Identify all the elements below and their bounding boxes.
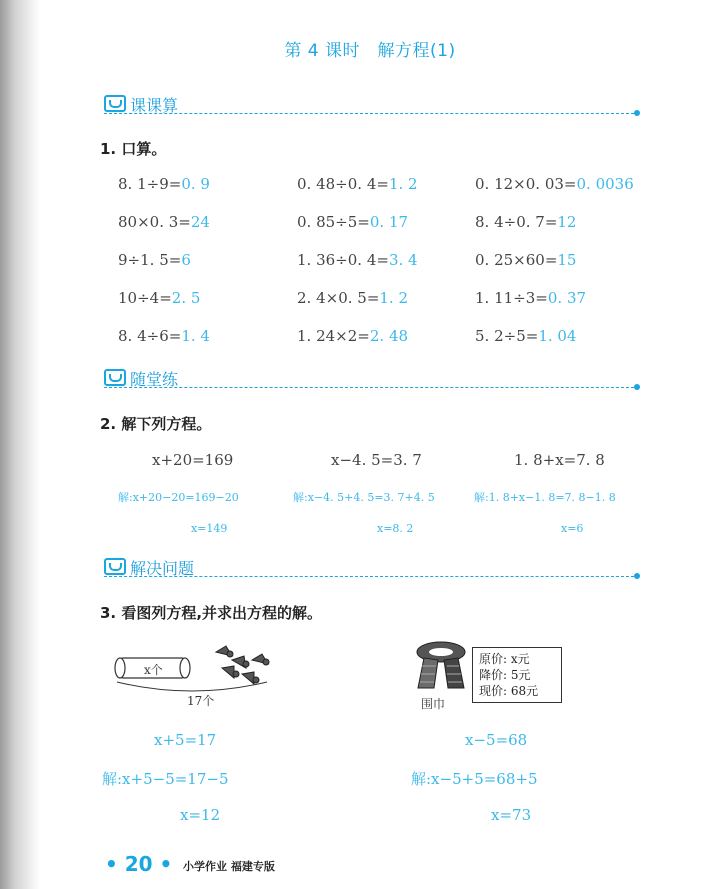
equation-2-step: 解:x−4. 5+4. 5=3. 7+4. 5 bbox=[293, 491, 435, 504]
mental-math-item bbox=[297, 251, 418, 269]
expression: 0. 25×60= bbox=[475, 251, 558, 269]
section-divider bbox=[104, 387, 634, 388]
book-title: 小学作业 福建专版 bbox=[183, 860, 275, 873]
expression: 9÷1. 5= bbox=[118, 251, 182, 269]
cap-icon bbox=[104, 95, 126, 112]
book-spine-shadow bbox=[0, 0, 40, 889]
question-1-heading: 1. 口算。 bbox=[100, 140, 167, 158]
expression: 0. 85÷5= bbox=[297, 213, 370, 231]
section-divider-dot bbox=[634, 384, 640, 390]
equation-3-step: 解:1. 8+x−1. 8=7. 8−1. 8 bbox=[474, 491, 616, 504]
cap-icon bbox=[104, 369, 126, 386]
expression: 1. 36÷0. 4= bbox=[297, 251, 389, 269]
tube-count-label: x个 bbox=[144, 663, 163, 677]
mental-math-item bbox=[297, 213, 408, 231]
left-solution-step: 解:x+5−5=17−5 bbox=[102, 770, 229, 788]
left-answer: x=12 bbox=[180, 806, 221, 824]
expression: 2. 4×0. 5= bbox=[297, 289, 380, 307]
mental-math-item bbox=[297, 327, 408, 345]
mental-math-item bbox=[118, 327, 210, 345]
expression: 1. 24×2= bbox=[297, 327, 370, 345]
mental-math-item bbox=[118, 251, 191, 269]
mental-math-item bbox=[475, 213, 576, 231]
original-price: 原价: x元 bbox=[479, 652, 530, 666]
lesson-title: 第 4 课时 解方程(1) bbox=[284, 41, 456, 61]
scarf-figure bbox=[410, 640, 472, 692]
mental-math-item bbox=[118, 175, 210, 193]
mental-math-item bbox=[297, 175, 418, 193]
section-divider bbox=[104, 113, 634, 114]
right-solution-step: 解:x−5+5=68+5 bbox=[411, 770, 538, 788]
cap-icon bbox=[104, 558, 126, 575]
expression: 0. 48÷0. 4= bbox=[297, 175, 389, 193]
answer: 6 bbox=[181, 251, 191, 269]
equation-1-answer: x=149 bbox=[191, 522, 228, 535]
mental-math-item bbox=[297, 289, 408, 307]
answer: 0. 37 bbox=[547, 289, 587, 307]
answer: 0. 0036 bbox=[576, 175, 634, 193]
total-count-label: 17个 bbox=[187, 694, 215, 708]
answer: 1. 4 bbox=[181, 327, 210, 345]
section-divider-dot bbox=[634, 573, 640, 579]
expression: 80×0. 3= bbox=[118, 213, 191, 231]
question-3-heading: 3. 看图列方程,并求出方程的解。 bbox=[100, 604, 323, 622]
answer: 24 bbox=[190, 213, 210, 231]
expression: 8. 1÷9= bbox=[118, 175, 182, 193]
expression: 5. 2÷5= bbox=[475, 327, 539, 345]
expression: 8. 4÷0. 7= bbox=[475, 213, 558, 231]
answer: 0. 9 bbox=[181, 175, 210, 193]
price-info-box bbox=[472, 647, 562, 703]
mental-math-item bbox=[475, 289, 586, 307]
expression: 10÷4= bbox=[118, 289, 172, 307]
equation-2-answer: x=8. 2 bbox=[377, 522, 414, 535]
expression: 0. 12×0. 03= bbox=[475, 175, 577, 193]
mental-math-item bbox=[475, 175, 634, 193]
discount: 降价: 5元 bbox=[479, 668, 531, 682]
mental-math-item bbox=[118, 289, 200, 307]
section-title-practice-calc: 课课算 bbox=[130, 96, 179, 115]
left-equation: x+5=17 bbox=[154, 731, 217, 749]
section-title-in-class-practice: 随堂练 bbox=[130, 370, 179, 389]
answer: 2. 48 bbox=[369, 327, 409, 345]
equation-3: 1. 8+x=7. 8 bbox=[514, 451, 605, 469]
section-divider-dot bbox=[634, 110, 640, 116]
equation-3-answer: x=6 bbox=[561, 522, 584, 535]
equation-1-step: 解:x+20−20=169−20 bbox=[118, 491, 239, 504]
question-2-heading: 2. 解下列方程。 bbox=[100, 415, 212, 433]
equation-2: x−4. 5=3. 7 bbox=[331, 451, 422, 469]
equation-1: x+20=169 bbox=[152, 451, 234, 469]
answer: 12 bbox=[557, 213, 577, 231]
answer: 3. 4 bbox=[388, 251, 418, 269]
section-divider bbox=[104, 576, 634, 577]
expression: 8. 4÷6= bbox=[118, 327, 182, 345]
mental-math-item bbox=[475, 251, 576, 269]
page-number: • 20 • bbox=[105, 852, 173, 876]
right-answer: x=73 bbox=[491, 806, 532, 824]
current-price: 现价: 68元 bbox=[479, 684, 539, 698]
section-title-problem-solving: 解决问题 bbox=[130, 559, 195, 578]
answer: 1. 2 bbox=[379, 289, 409, 307]
mental-math-item bbox=[475, 327, 576, 345]
answer: 1. 2 bbox=[388, 175, 418, 193]
answer: 2. 5 bbox=[171, 289, 201, 307]
mental-math-item bbox=[118, 213, 210, 231]
right-equation: x−5=68 bbox=[465, 731, 528, 749]
expression: 1. 11÷3= bbox=[475, 289, 548, 307]
answer: 15 bbox=[557, 251, 577, 269]
scarf-caption: 围巾 bbox=[421, 697, 446, 711]
answer: 1. 04 bbox=[538, 327, 577, 345]
answer: 0. 17 bbox=[369, 213, 409, 231]
